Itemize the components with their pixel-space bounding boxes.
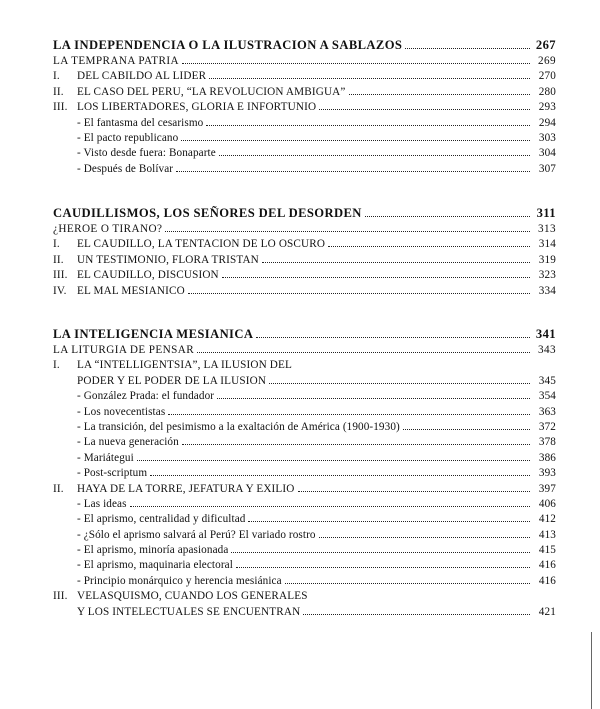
- page-number: 412: [538, 513, 556, 526]
- chapter-number: II.: [53, 482, 64, 495]
- entry-title: PODER Y EL PODER DE LA ILUSION: [77, 374, 267, 387]
- dot-leader: [319, 537, 530, 538]
- entry-title: LA “INTELLIGENTSIA”, LA ILUSION DEL: [77, 359, 292, 372]
- page-number: 413: [538, 528, 556, 541]
- entry-title: - González Prada: el fundador: [77, 390, 215, 403]
- toc-subentry: [53, 558, 556, 573]
- dot-leader: [269, 383, 530, 384]
- page-number: 294: [538, 116, 556, 129]
- entry-title: ¿HEROE O TIRANO?: [53, 223, 163, 235]
- dot-leader: [197, 352, 530, 353]
- entry-title: - Los novecentistas: [77, 405, 166, 418]
- dot-leader: [285, 583, 530, 584]
- entry-title: EL MAL MESIANICO: [77, 284, 185, 297]
- page-number: 421: [538, 605, 556, 618]
- toc-subentry: [53, 451, 556, 466]
- entry-title: - Mariátegui: [77, 451, 134, 464]
- toc-chapter: [53, 85, 556, 100]
- toc-subentry: [53, 574, 556, 589]
- dot-leader: [328, 246, 530, 247]
- dot-leader: [236, 567, 530, 568]
- chapter-number: I.: [53, 238, 60, 251]
- page-number: 307: [538, 162, 556, 175]
- entry-title: - Principio monárquico y herencia mesiánica: [77, 574, 282, 587]
- entry-title: LOS LIBERTADORES, GLORIA E INFORTUNIO: [77, 101, 317, 114]
- toc-subentry: [53, 512, 556, 527]
- section-heading: [53, 36, 556, 54]
- toc-section-independencia: [53, 36, 556, 177]
- page-number: 323: [538, 269, 556, 282]
- dot-leader: [303, 614, 530, 615]
- dot-leader: [165, 231, 530, 232]
- page-number: 314: [538, 238, 556, 251]
- toc-chapter: [53, 284, 556, 299]
- section-heading-title: LA INDEPENDENCIA O LA ILUSTRACION A SABLAZOS: [53, 38, 403, 52]
- toc-entry-continuation: [53, 374, 556, 389]
- toc-subentry: [53, 131, 556, 146]
- dot-leader: [222, 277, 530, 278]
- page-number: 311: [536, 206, 556, 220]
- toc-subheading: [53, 222, 556, 237]
- entry-title: - Visto desde fuera: Bonaparte: [77, 147, 216, 160]
- chapter-number: III.: [53, 590, 68, 603]
- page-number: 345: [538, 374, 556, 387]
- page-edge-line: [591, 632, 592, 709]
- chapter-number: II.: [53, 85, 64, 98]
- dot-leader: [130, 506, 530, 507]
- entry-title: - El aprismo, centralidad y dificultad: [77, 513, 246, 526]
- toc-subentry: [53, 146, 556, 161]
- toc-chapter: [53, 358, 556, 373]
- section-heading: [53, 204, 556, 222]
- page-number: 416: [538, 574, 556, 587]
- dot-leader: [150, 475, 530, 476]
- page-number: 415: [538, 544, 556, 557]
- page-number: 293: [538, 101, 556, 114]
- toc-subentry: [53, 466, 556, 481]
- toc-subentry: [53, 497, 556, 512]
- toc-section-inteligencia: [53, 325, 556, 620]
- page-number: 267: [535, 38, 556, 52]
- entry-title: - El pacto republicano: [77, 131, 179, 144]
- toc-chapter: [53, 100, 556, 115]
- dot-leader: [248, 521, 530, 522]
- entry-title: Y LOS INTELECTUALES SE ENCUENTRAN: [77, 605, 301, 618]
- section-heading: [53, 325, 556, 343]
- toc-subentry: [53, 543, 556, 558]
- section-heading-title: CAUDILLISMOS, LOS SEÑORES DEL DESORDEN: [53, 206, 362, 220]
- entry-title: - El fantasma del cesarismo: [77, 116, 204, 129]
- toc-subentry: [53, 162, 556, 177]
- dot-leader: [137, 460, 530, 461]
- entry-title: UN TESTIMONIO, FLORA TRISTAN: [77, 253, 259, 266]
- toc-subentry: [53, 116, 556, 131]
- dot-leader: [182, 63, 530, 64]
- page-number: 363: [538, 405, 556, 418]
- dot-leader: [231, 552, 530, 553]
- page-number: 378: [538, 436, 556, 449]
- toc-subheading: [53, 54, 556, 69]
- dot-leader: [365, 216, 530, 217]
- toc-entry-continuation: [53, 605, 556, 620]
- dot-leader: [217, 398, 530, 399]
- page-number: 334: [538, 284, 556, 297]
- toc-chapter: [53, 482, 556, 497]
- dot-leader: [182, 444, 530, 445]
- toc-subentry: [53, 528, 556, 543]
- chapter-number: II.: [53, 253, 64, 266]
- toc-chapter: [53, 268, 556, 283]
- dot-leader: [176, 171, 530, 172]
- entry-title: - El aprismo, minoría apasionada: [77, 544, 229, 557]
- entry-title: - Las ideas: [77, 497, 127, 510]
- page-number: 372: [538, 420, 556, 433]
- entry-title: EL CAUDILLO, LA TENTACION DE LO OSCURO: [77, 238, 326, 251]
- entry-title: - Después de Bolívar: [77, 162, 174, 175]
- dot-leader: [256, 337, 530, 338]
- page-number: 354: [538, 390, 556, 403]
- chapter-number: III.: [53, 269, 68, 282]
- toc-section-caudillismos: [53, 204, 556, 299]
- dot-leader: [262, 262, 530, 263]
- toc-chapter: [53, 237, 556, 252]
- entry-title: - La nueva generación: [77, 436, 179, 449]
- dot-leader: [181, 140, 530, 141]
- dot-leader: [298, 491, 530, 492]
- page-number: 386: [538, 451, 556, 464]
- entry-title: - ¿Sólo el aprismo salvará al Perú? El variado rostro: [77, 528, 316, 541]
- toc-chapter: [53, 253, 556, 268]
- page-number: 270: [538, 70, 556, 83]
- page-number: 416: [538, 559, 556, 572]
- dot-leader: [219, 155, 530, 156]
- chapter-number: III.: [53, 101, 68, 114]
- page-number: 341: [535, 327, 556, 341]
- section-heading-title: LA INTELIGENCIA MESIANICA: [53, 327, 254, 341]
- entry-title: - Post-scriptum: [77, 467, 148, 480]
- page-number: 303: [538, 131, 556, 144]
- page-number: 313: [538, 223, 556, 235]
- entry-title: DEL CABILDO AL LIDER: [77, 70, 207, 83]
- dot-leader: [188, 293, 530, 294]
- chapter-number: I.: [53, 359, 60, 372]
- dot-leader: [319, 109, 530, 110]
- entry-title: EL CASO DEL PERU, “LA REVOLUCION AMBIGUA”: [77, 85, 346, 98]
- page-number: 269: [538, 55, 556, 67]
- entry-title: - El aprismo, maquinaria electoral: [77, 559, 233, 572]
- toc-subentry: [53, 405, 556, 420]
- entry-title: HAYA DE LA TORRE, JEFATURA Y EXILIO: [77, 482, 295, 495]
- dot-leader: [349, 94, 530, 95]
- dot-leader: [206, 125, 530, 126]
- dot-leader: [403, 429, 530, 430]
- toc-subentry: [53, 420, 556, 435]
- page-number: 406: [538, 497, 556, 510]
- page-number: 343: [538, 344, 556, 356]
- entry-title: LA LITURGIA DE PENSAR: [53, 344, 195, 356]
- page-number: 319: [538, 253, 556, 266]
- page-number: 393: [538, 467, 556, 480]
- chapter-number: I.: [53, 70, 60, 83]
- dot-leader: [168, 414, 530, 415]
- entry-title: VELASQUISMO, CUANDO LOS GENERALES: [77, 590, 308, 603]
- page-number: 280: [538, 85, 556, 98]
- page-number: 397: [538, 482, 556, 495]
- entry-title: - La transición, del pesimismo a la exaltación de América (1900-1930): [77, 420, 400, 433]
- toc-subentry: [53, 435, 556, 450]
- toc-chapter: [53, 589, 556, 604]
- toc-subentry: [53, 389, 556, 404]
- dot-leader: [209, 78, 530, 79]
- toc-chapter: [53, 69, 556, 84]
- chapter-number: IV.: [53, 284, 67, 297]
- dot-leader: [405, 48, 530, 49]
- entry-title: LA TEMPRANA PATRIA: [53, 55, 179, 67]
- page-number: 304: [538, 147, 556, 160]
- entry-title: EL CAUDILLO, DISCUSION: [77, 269, 219, 282]
- toc-subheading: [53, 343, 556, 358]
